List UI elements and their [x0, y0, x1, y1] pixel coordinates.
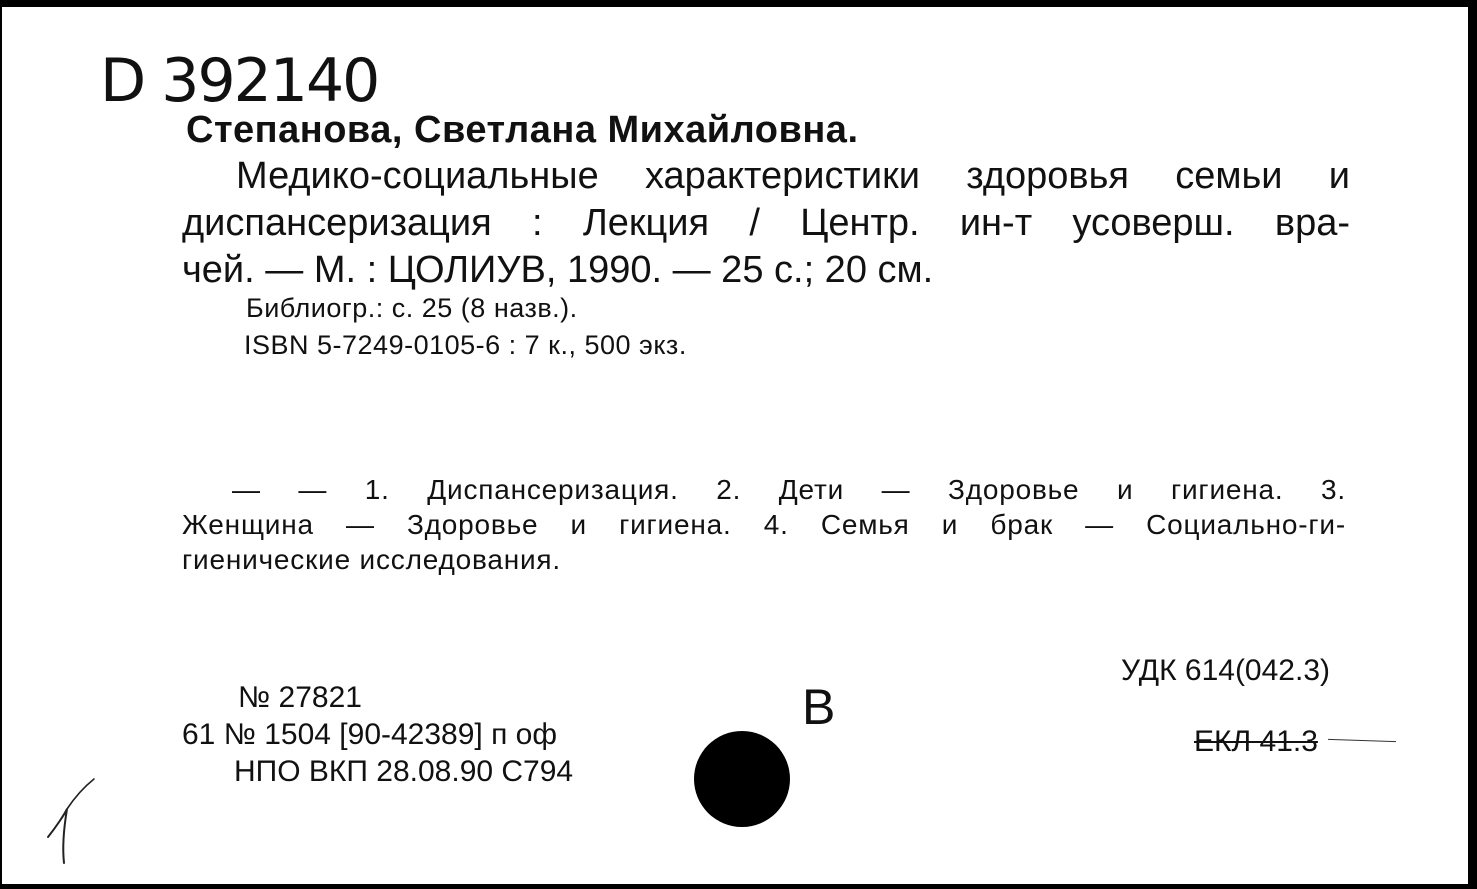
- isbn-note: ISBN 5-7249-0105-6 : 7 к., 500 экз.: [244, 330, 687, 360]
- title-block: [182, 153, 1350, 294]
- subject-headings: [182, 472, 1346, 577]
- notes-block: [246, 290, 687, 364]
- punch-dot: [694, 731, 790, 827]
- title-line: диспансеризация : Лекция / Центр. ин-т усоверш. вра-: [182, 202, 1350, 244]
- bibliography-note: Библиогр.: с. 25 (8 назв.).: [246, 293, 578, 323]
- strike-tail: [1328, 739, 1396, 742]
- subject-line: гиенические исследования.: [182, 544, 561, 575]
- title-line: чей. — М. : ЦОЛИУВ, 1990. — 25 с.; 20 см.: [182, 249, 934, 291]
- accession-line: НПО ВКП 28.08.90 С794: [234, 755, 574, 788]
- call-number: D 392140: [100, 46, 379, 116]
- stamp-letter: В: [802, 679, 836, 735]
- ekl-code: ЕКЛ 41.3: [1194, 725, 1318, 758]
- accession-line: № 27821: [238, 681, 362, 714]
- subject-line: — — 1. Диспансеризация. 2. Дети — Здоровье и гигиена. 3.: [232, 474, 1346, 505]
- accession-line: 61 № 1504 [90-42389] п оф: [182, 718, 558, 751]
- subject-line: Женщина — Здоровье и гигиена. 4. Семья и брак — Социально-ги-: [182, 509, 1346, 540]
- udk-code: УДК 614(042.3): [1121, 654, 1330, 687]
- accession-block: [182, 679, 573, 790]
- handwritten-mark: [42, 775, 102, 870]
- title-line: Медико-социальные характеристики здоровья семьи и: [236, 155, 1350, 197]
- author-heading: Степанова, Светлана Михайловна.: [186, 109, 859, 151]
